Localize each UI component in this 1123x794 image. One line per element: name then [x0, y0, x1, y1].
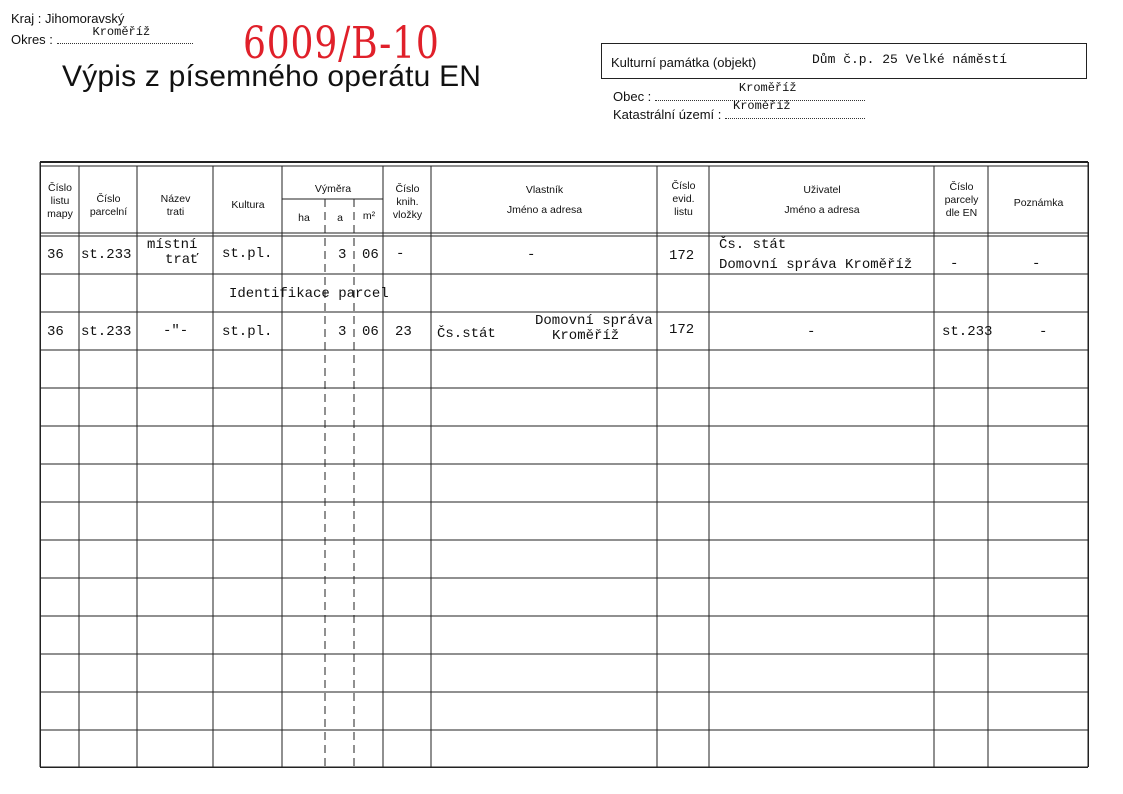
row3-evid: 172: [669, 322, 695, 338]
row1-trat-2: trať: [165, 252, 199, 268]
col-uzivatel-sub: Jméno a adresa: [784, 204, 860, 216]
row1-vlastnik: -: [527, 247, 536, 263]
red-stamp-number: 6009/B-10: [243, 18, 440, 69]
row3-vlastnik-2: Domovní správa: [535, 313, 653, 329]
col-cislo-evid-l2: evid.: [672, 193, 695, 205]
col-cislo-evid-l1: Číslo: [671, 180, 696, 192]
row1-parcelni: st.233: [81, 247, 132, 263]
row1-trat-1: místní: [147, 237, 198, 253]
col-cislo-listu-l2: listu: [50, 195, 70, 207]
col-nazev-trati-l1: Název: [160, 193, 191, 205]
col-cislo-parcely-en-l2: parcely: [944, 194, 979, 206]
col-cislo-listu-l3: mapy: [47, 208, 73, 220]
row1-kultura: st.pl.: [222, 246, 273, 262]
row1-evid: 172: [669, 248, 695, 264]
row1-parcela-en: -: [950, 256, 959, 272]
page-title: Výpis z písemného operátu EN: [62, 60, 482, 93]
katastr-value: Kroměříž: [733, 99, 791, 113]
col-cislo-listu: [41, 182, 79, 221]
pamatka-value: Dům č.p. 25 Velké náměstí: [812, 52, 1008, 67]
col-cislo-parcely-en-l3: dle EN: [945, 207, 978, 219]
col-nazev-trati-l2: trati: [166, 206, 185, 218]
col-nazev-trati: [138, 193, 213, 219]
row3-poznamka: -: [1039, 324, 1048, 340]
row1-uzivatel-2: Domovní správa Kroměříž: [719, 257, 913, 273]
col-cislo-parcely-en-l1: Číslo: [949, 181, 974, 193]
obec-label: Obec :: [613, 89, 652, 104]
row1-listu: 36: [47, 247, 64, 263]
okres-label: Okres :: [11, 32, 53, 47]
row3-trat: -"-: [163, 323, 189, 339]
col-cislo-knih-l1: Číslo: [395, 183, 420, 195]
col-ha: ha: [298, 212, 310, 224]
col-cislo-parcelni-l2: parcelní: [89, 206, 128, 218]
col-cislo-knih-l3: vložky: [392, 209, 423, 221]
col-cislo-parcely-en: [935, 181, 988, 220]
row3-a: 3: [338, 324, 347, 340]
katastr-label: Katastrální území :: [613, 107, 722, 122]
col-cislo-listu-l1: Číslo: [48, 182, 72, 194]
row3-listu: 36: [47, 324, 64, 340]
row3-uzivatel: -: [807, 324, 816, 340]
row3-parcelni: st.233: [81, 324, 132, 340]
col-vlastnik: Vlastník: [525, 184, 564, 196]
col-kultura: Kultura: [231, 199, 265, 211]
col-cislo-knih: [384, 183, 431, 222]
row3-knih: 23: [395, 324, 412, 340]
col-cislo-evid-l3: listu: [674, 206, 693, 218]
row3-kultura: st.pl.: [222, 324, 273, 340]
col-cislo-evid: [658, 180, 709, 219]
col-uzivatel: Uživatel: [803, 184, 841, 196]
row1-knih: -: [396, 246, 405, 262]
identifikace-parcel: Identifikace parcel: [229, 286, 389, 302]
row1-uzivatel-1: Čs. stát: [719, 237, 787, 253]
okres-value: Kroměříž: [92, 25, 151, 39]
col-m2: m²: [362, 210, 376, 222]
row3-m2: 06: [362, 324, 379, 340]
col-cislo-parcelni-l1: Číslo: [96, 193, 121, 205]
row1-m2: 06: [362, 247, 379, 263]
col-poznamka: Poznámka: [1013, 197, 1064, 209]
col-cislo-knih-l2: knih.: [396, 196, 419, 208]
col-cislo-parcelni: [80, 193, 137, 219]
obec-value: Kroměříž: [738, 81, 797, 95]
row3-vlastnik-1: Čs.stát: [437, 326, 496, 342]
kraj-label: Kraj :: [11, 11, 42, 26]
row1-poznamka: -: [1032, 256, 1041, 272]
row1-a: 3: [338, 247, 347, 263]
row3-parcela-en: st.233: [942, 324, 993, 340]
col-vymera: Výměra: [314, 183, 352, 195]
col-vlastnik-sub: Jméno a adresa: [506, 204, 583, 216]
pamatka-label: Kulturní památka (objekt): [611, 55, 757, 70]
col-a: a: [337, 212, 343, 224]
row3-vlastnik-3: Kroměříž: [552, 328, 620, 344]
kraj-value: Jihomoravský: [44, 11, 125, 26]
